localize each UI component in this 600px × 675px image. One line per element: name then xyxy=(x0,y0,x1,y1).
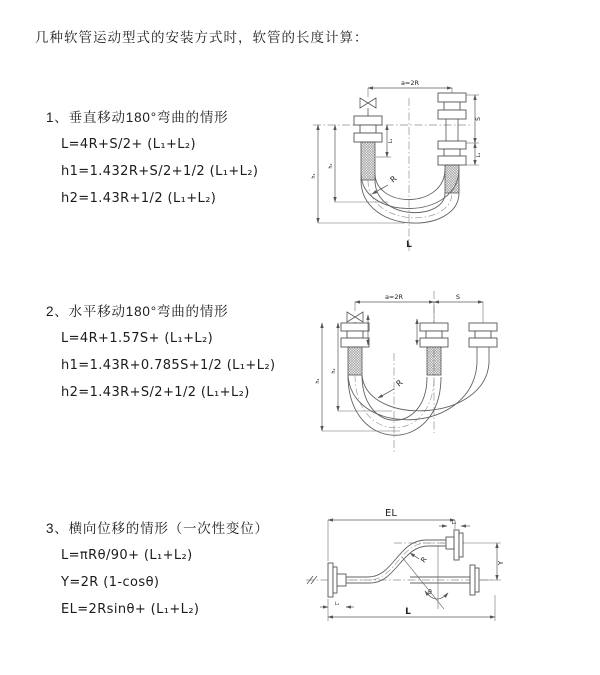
section-1-formula-L: L=4R+S/2+ (L₁+L₂) xyxy=(61,137,197,152)
radius-leader xyxy=(410,553,419,559)
diagram-horizontal-180-bend xyxy=(308,283,600,461)
right-flange-moved-position xyxy=(469,323,497,363)
dim-label-r: R xyxy=(419,555,429,565)
dim-label-s: S xyxy=(455,293,461,301)
section-1-heading: 1、垂直移动180°弯曲的情形 xyxy=(46,110,229,125)
section-2-formula-L: L=4R+1.57S+ (L₁+L₂) xyxy=(61,331,214,346)
dim-label-h1: h₁ xyxy=(311,173,317,179)
dim-label-y: Y xyxy=(497,560,505,566)
left-flange xyxy=(328,563,346,597)
middle-flange-fitting xyxy=(420,323,448,347)
dim-label-l: L xyxy=(405,607,411,617)
section-1-text xyxy=(46,110,336,207)
diagram-lateral-displacement xyxy=(298,503,600,648)
dim-label-span: a=2R xyxy=(400,79,420,87)
middle-braid-section xyxy=(427,347,441,375)
right-flange-upper-position xyxy=(438,93,466,141)
dim-label-l1-right: L₁ xyxy=(476,152,482,158)
hose-upper-edge xyxy=(346,540,446,577)
section-3-heading: 3、横向位移的情形（一次性变位） xyxy=(46,521,269,536)
section-2-formula-h2: h2=1.43R+S/2+1/2 (L₁+L₂) xyxy=(61,385,250,400)
left-braid-section xyxy=(348,347,362,375)
hose-lower-edge xyxy=(346,546,446,583)
valve-icon xyxy=(347,312,363,323)
diagram-vertical-180-bend xyxy=(308,73,600,258)
left-flange-fitting xyxy=(341,323,369,347)
section-3-formula-Y: Y=2R (1-cosθ) xyxy=(61,575,160,590)
dim-label-r: R xyxy=(388,174,399,185)
valve-icon xyxy=(360,98,376,116)
dim-label-r: R xyxy=(394,378,405,389)
dim-label-s: S xyxy=(475,117,482,121)
page-title: 几种软管运动型式的安装方式时，软管的长度计算： xyxy=(35,30,369,45)
dim-label-h2: h₂ xyxy=(331,368,337,374)
section-1-formula-h2: h2=1.43R+1/2 (L₁+L₂) xyxy=(61,191,217,206)
hose-inner-wide xyxy=(362,363,489,411)
dim-label-l1-right: L₁ xyxy=(451,520,457,526)
section-1-formula-h1: h1=1.432R+S/2+1/2 (L₁+L₂) xyxy=(61,164,259,179)
radius-leader xyxy=(378,389,394,398)
dim-label-h1: h₁ xyxy=(315,378,321,384)
section-2-formula-h1: h1=1.43R+0.785S+1/2 (L₁+L₂) xyxy=(61,358,276,373)
angle-label-theta: θ xyxy=(428,589,432,596)
section-3-text xyxy=(46,521,336,618)
section-3-formula-L: L=πRθ/90+ (L₁+L₂) xyxy=(61,548,193,563)
right-braid-section xyxy=(445,165,459,193)
dim-label-h2: h₂ xyxy=(328,163,334,169)
section-2-heading: 2、水平移动180°弯曲的情形 xyxy=(46,304,229,319)
left-braid-section xyxy=(361,142,375,180)
dim-label-l: L xyxy=(406,240,412,250)
section-3-formula-EL: EL=2Rsinθ+ (L₁+L₂) xyxy=(61,602,200,617)
hose-inner-deep xyxy=(375,180,445,213)
dim-label-l1-left: L₁ xyxy=(334,602,340,607)
dim-label-l1-left: L₁ xyxy=(388,138,394,144)
hose-centerline xyxy=(346,543,446,580)
right-flange-lower-position xyxy=(438,141,466,165)
left-flange-fitting xyxy=(354,116,382,142)
dim-label-el: EL xyxy=(385,508,397,519)
right-flange-displaced xyxy=(446,530,463,560)
hose-inner-shallow xyxy=(375,169,445,200)
dim-label-span: a=2R xyxy=(384,293,404,301)
section-2-text xyxy=(46,304,336,401)
